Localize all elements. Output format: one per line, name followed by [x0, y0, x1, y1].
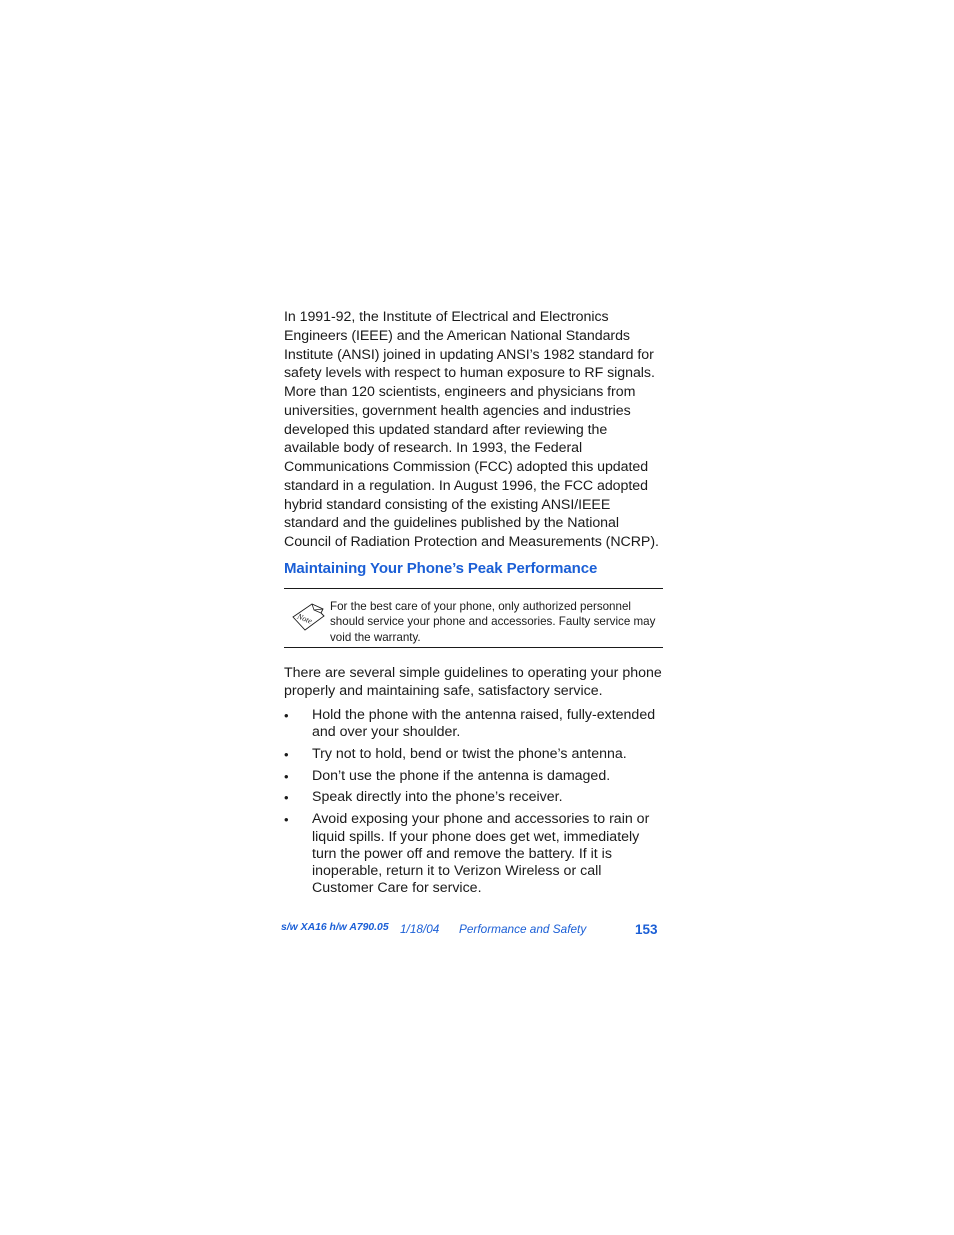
list-item-text: Don’t use the phone if the antenna is damaged.	[312, 767, 611, 784]
section-heading: Maintaining Your Phone’s Peak Performance	[284, 559, 598, 577]
list-item	[284, 789, 664, 806]
intro-paragraph: In 1991-92, the Institute of Electrical and Electronics Engineers (IEEE) and the American National Standards Institute (ANSI) joined in updating ANSI’s 1982 standard for safety levels with respect to human exposure to RF signals. More than 120 scientists, engineers and physicians from universities, government health agencies and industries developed this updated standard after reviewing the available body of research. In 1993, the Federal Communications Commission (FCC) adopted this updated standard in a regulation. In August 1996, the FCC adopted hybrid standard consisting of the existing ANSI/IEEE standard and the guidelines published by the National Council of Radiation Protection and Measurements (NCRP).	[284, 309, 659, 550]
note-icon	[290, 601, 326, 633]
bullet-icon: •	[284, 812, 289, 828]
list-item-text: Avoid exposing your phone and accessories to rain or liquid spills. If your phone does get wet, immediately turn the power off and remove the battery. If it is inoperable, return it to Verizon Wireless or call Customer Care for service.	[312, 811, 650, 897]
footer-version: s/w XA16 h/w A790.05	[281, 922, 389, 933]
guidelines-intro: There are several simple guidelines to operating your phone properly and maintaining safe, satisfactory service.	[284, 664, 662, 700]
list-item	[284, 811, 664, 897]
footer-date: 1/18/04	[400, 922, 440, 936]
note-icon-label: Note	[296, 611, 314, 626]
footer-section-title: Performance and Safety	[459, 922, 587, 936]
list-item-text: Try not to hold, bend or twist the phone’s antenna.	[312, 745, 627, 762]
page-number: 153	[635, 922, 658, 937]
guidelines-list	[284, 707, 664, 898]
list-item-text: Hold the phone with the antenna raised, fully-extended and over your shoulder.	[312, 706, 656, 741]
bullet-icon: •	[284, 768, 289, 784]
page-content	[284, 308, 664, 902]
bullet-icon: •	[284, 746, 289, 762]
list-item	[284, 746, 664, 763]
list-item-text: Speak directly into the phone’s receiver.	[312, 789, 563, 806]
note-box	[284, 588, 663, 648]
list-item	[284, 707, 664, 742]
bullet-icon: •	[284, 790, 289, 806]
list-item	[284, 768, 664, 785]
bullet-icon: •	[284, 707, 289, 723]
note-text: For the best care of your phone, only authorized personnel should service your phone and accessories. Faulty service may void the warranty.	[330, 599, 656, 644]
page-footer	[281, 920, 665, 938]
